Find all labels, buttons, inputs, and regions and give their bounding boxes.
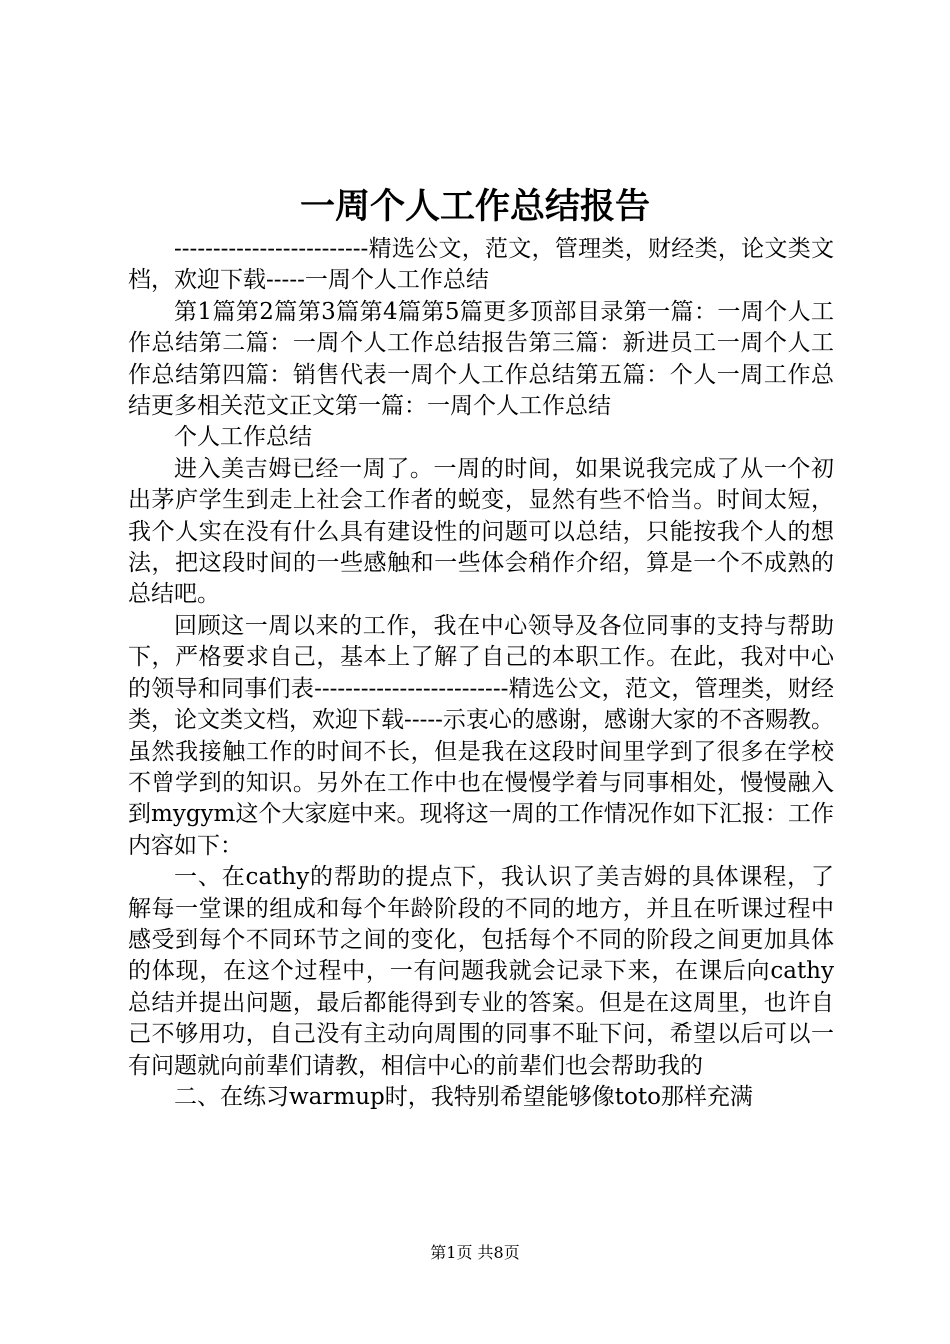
paragraph-item-one: 一、在cathy的帮助的提点下，我认识了美吉姆的具体课程，了解每一堂课的组成和每个年龄阶段的不同的地方，并且在听课过程中感受到每个不同环节之间的变化，包括每个不同的阶段之间更加具体的体现，在这个过程中，一有问题我就会记录下来，在课后向cathy总结并提出问题，最后都能得到专业的答案。但是在这周里，也许自己不够用功，自己没有主动向周围的同事不耻下问，希望以后可以一有问题就向前辈们请教，相信中心的前辈们也会帮助我的 <box>128 864 834 1079</box>
page-footer: 第1页 共8页 <box>430 1243 520 1262</box>
paragraph-header-line: -------------------------精选公文，范文，管理类，财经类，论文类文档，欢迎下载-----一周个人工作总结 <box>128 236 834 294</box>
document-body <box>128 234 834 1113</box>
paragraph-intro: 进入美吉姆已经一周了。一周的时间，如果说我完成了从一个初出茅庐学生到走上社会工作者的蜕变，显然有些不恰当。时间太短，我个人实在没有什么具有建设性的问题可以总结，只能按我个人的想法，把这段时间的一些感触和一些体会稍作介绍，算是一个不成熟的总结吧。 <box>128 455 834 608</box>
paragraph-table-of-contents: 第1篇第2篇第3篇第4篇第5篇更多顶部目录第一篇：一周个人工作总结第二篇：一周个人工作总结报告第三篇：新进员工一周个人工作总结第四篇：销售代表一周个人工作总结第五篇：个人一周工作总结更多相关范文正文第一篇：一周个人工作总结 <box>128 298 834 420</box>
document-title: 一周个人工作总结报告 <box>299 186 650 227</box>
paragraph-subtitle: 个人工作总结 <box>174 424 312 451</box>
paragraph-item-two: 二、在练习warmup时，我特别希望能够像toto那样充满 <box>174 1083 753 1110</box>
paragraph-review: 回顾这一周以来的工作，我在中心领导及各位同事的支持与帮助下，严格要求自己，基本上了解了自己的本职工作。在此，我对中心的领导和同事们表-------------------------精选公文，范文，管理类，财经类，论文类文档，欢迎下载-----示衷心的感谢，感谢大家的不吝赐教。虽然我接触工作的时间不长，但是我在这段时间里学到了很多在学校不曾学到的知识。另外在工作中也在慢慢学着与同事相处，慢慢融入到mygym这个大家庭中来。现将这一周的工作情况作如下汇报：工作内容如下： <box>128 612 834 859</box>
